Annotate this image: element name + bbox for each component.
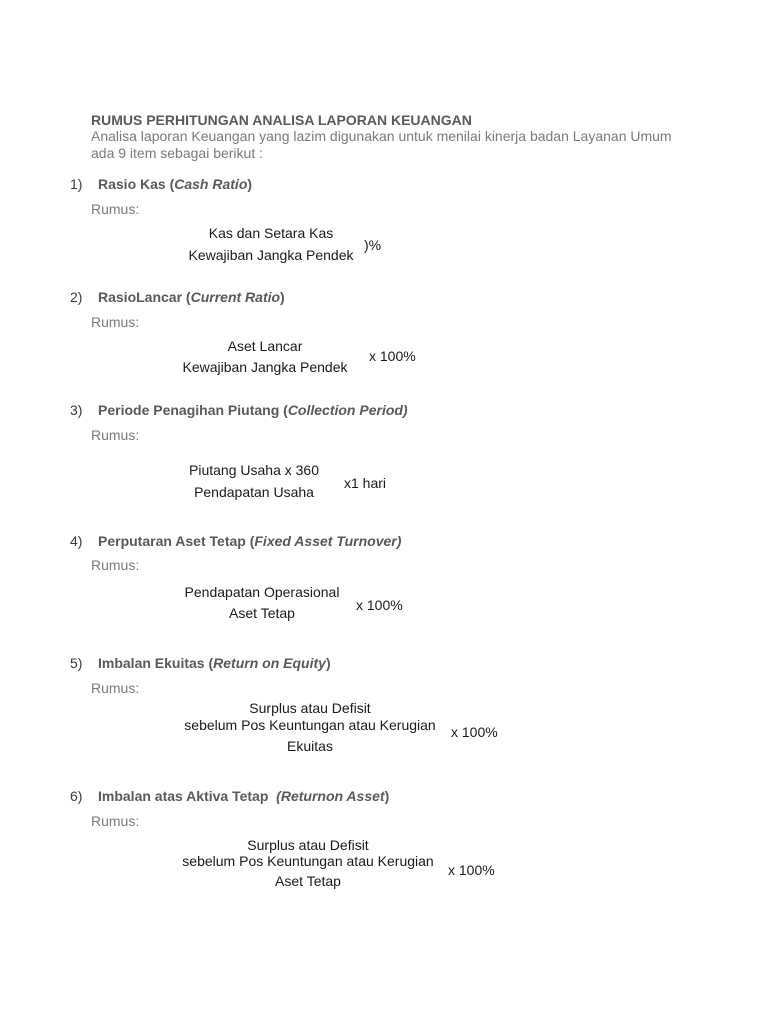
formula-numerator: Pendapatan Operasional <box>184 584 340 600</box>
formula-multiplier: x 100% <box>451 724 498 740</box>
formula-denominator: Kewajiban Jangka Pendek <box>182 359 348 375</box>
formula-line-2: sebelum Pos Keuntungan atau Kerugian <box>184 717 436 733</box>
formula-numerator: Aset Lancar <box>227 338 303 354</box>
formula-line-2: sebelum Pos Keuntungan atau Kerugian <box>182 853 434 869</box>
intro-line-2: ada 9 item sebagai berikut : <box>91 145 263 161</box>
item-heading <box>98 402 408 418</box>
rumus-label: Rumus: <box>91 201 140 217</box>
item-name: Rasio Kas ( <box>98 176 175 192</box>
rumus-label: Rumus: <box>91 314 140 330</box>
item-name: Perputaran Aset Tetap ( <box>98 533 255 549</box>
intro-paragraph <box>91 128 672 162</box>
rumus-label: Rumus: <box>91 680 140 696</box>
item-close: ) <box>247 176 253 192</box>
item-heading <box>98 176 252 192</box>
formula-line-3: Ekuitas <box>287 738 333 754</box>
formula-line-3: Aset Tetap <box>275 873 341 889</box>
intro-line-1: Analisa laporan Keuangan yang lazim digunakan untuk menilai kinerja badan Layanan Umum <box>91 128 672 144</box>
item-close: ) <box>325 655 331 671</box>
item-name: Imbalan Ekuitas ( <box>98 655 214 671</box>
formula-multiplier: x1 hari <box>344 475 387 491</box>
item-name: Periode Penagihan Piutang ( <box>98 402 288 418</box>
item-heading <box>98 788 389 804</box>
item-name-en: Current Ratio <box>190 289 281 305</box>
formula-multiplier: x 100% <box>356 597 403 613</box>
formula-line-1: Surplus atau Defisit <box>247 837 369 853</box>
item-close: ) <box>384 788 390 804</box>
rumus-label: Rumus: <box>91 427 140 443</box>
formula-denominator: Kewajiban Jangka Pendek <box>188 247 354 263</box>
rumus-label: Rumus: <box>91 557 140 573</box>
formula-numerator: Kas dan Setara Kas <box>208 225 334 241</box>
formula-multiplier: )% <box>364 237 382 253</box>
item-name-en: (Returnon Asset <box>276 788 385 804</box>
rumus-label: Rumus: <box>91 813 140 829</box>
item-name-en: Return on Equity <box>213 655 326 671</box>
item-number: 4) <box>70 533 83 549</box>
item-number: 2) <box>70 289 83 305</box>
formula-multiplier: x 100% <box>448 862 495 878</box>
formula-denominator: Pendapatan Usaha <box>194 484 314 500</box>
formula-denominator: Aset Tetap <box>229 605 295 621</box>
item-number: 1) <box>70 176 83 192</box>
item-number: 5) <box>70 655 83 671</box>
item-name: RasioLancar ( <box>98 289 191 305</box>
item-heading <box>98 655 331 671</box>
formula-numerator: Piutang Usaha x 360 <box>189 462 319 478</box>
item-name-en: Collection Period) <box>287 402 408 418</box>
item-name: Imbalan atas Aktiva Tetap <box>98 788 277 804</box>
item-heading <box>98 533 401 549</box>
item-close: ) <box>280 289 285 305</box>
item-number: 3) <box>70 402 83 418</box>
item-number: 6) <box>70 788 83 804</box>
item-name-en: Fixed Asset Turnover) <box>254 533 402 549</box>
formula-multiplier: x 100% <box>369 348 416 364</box>
item-heading <box>98 289 285 305</box>
formula-line-1: Surplus atau Defisit <box>249 700 371 716</box>
item-name-en: Cash Ratio <box>174 176 248 192</box>
document-title: RUMUS PERHITUNGAN ANALISA LAPORAN KEUANGAN <box>91 112 472 128</box>
